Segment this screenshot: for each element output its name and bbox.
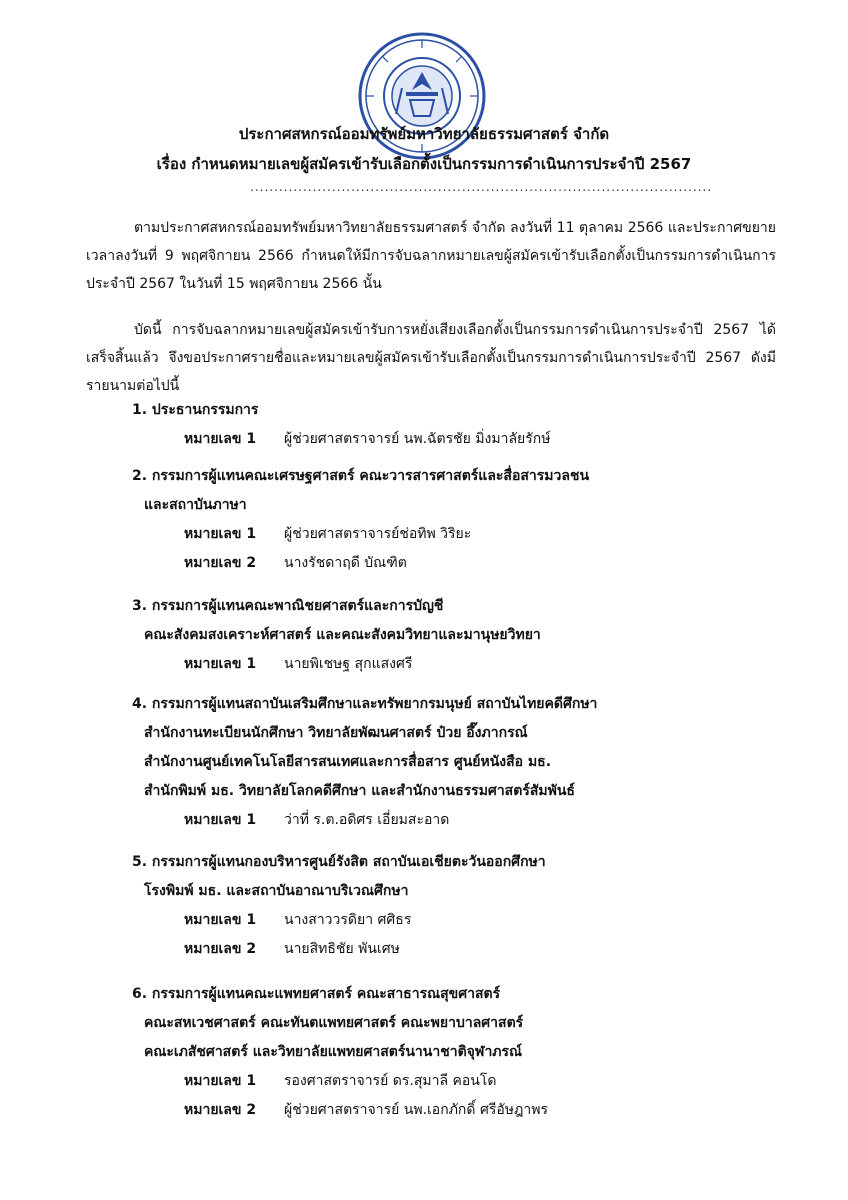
candidate-name: ผู้ช่วยศาสตราจารย์ช่อทิพ วิริยะ — [284, 526, 472, 542]
section-heading — [86, 980, 776, 1067]
section-heading-line: 1. ประธานกรรมการ — [132, 402, 259, 418]
candidate-section-3 — [86, 592, 776, 679]
section-heading-line: 3. กรรมการผู้แทนคณะพาณิชยศาสตร์และการบัญชี — [132, 598, 444, 614]
candidate-number: หมายเลข 2 — [184, 1102, 257, 1118]
candidate-row — [86, 806, 776, 835]
candidate-row — [86, 935, 776, 964]
section-heading-line: 5. กรรมการผู้แทนกองบริหารศูนย์รังสิต สถาบันเอเชียตะวันออกศึกษา — [132, 854, 546, 870]
section-heading — [86, 592, 776, 650]
candidate-section-4 — [86, 690, 776, 835]
candidate-name: ผู้ช่วยศาสตราจารย์ นพ.เอกภักดิ์ ศรีอัษฎาพร — [284, 1102, 548, 1118]
title-divider: ................................................................................................ — [250, 180, 713, 194]
candidate-row — [86, 906, 776, 935]
paragraph-announcement: ตามประกาศสหกรณ์ออมทรัพย์มหาวิทยาลัยธรรมศาสตร์ จำกัด ลงวันที่ 11 ตุลาคม 2566 และประกาศขยายเวลาลงวันที่ 9 พฤศจิกายน 2566 กำหนดให้มีการจับฉลากหมายเลขผู้สมัครเข้ารับเลือกตั้งเป็นกรรมการดำเนินการประจำปี 2567 ในวันที่ 15 พฤศจิกายน 2566 นั้น — [86, 220, 776, 292]
candidate-section-2 — [86, 462, 776, 578]
candidate-number: หมายเลข 1 — [184, 1073, 257, 1089]
candidate-name: ว่าที่ ร.ต.อดิศร เอี่ยมสะอาด — [284, 812, 450, 828]
section-heading-line: 4. กรรมการผู้แทนสถาบันเสริมศึกษาและทรัพยากรมนุษย์ สถาบันไทยคดีศึกษา — [132, 696, 598, 712]
document-title: ประกาศสหกรณ์ออมทรัพย์มหาวิทยาลัยธรรมศาสตร์ จำกัด — [238, 125, 610, 143]
candidate-number: หมายเลข 2 — [184, 941, 257, 957]
section-heading-line: และสถาบันภาษา — [144, 497, 247, 513]
candidate-row — [86, 520, 776, 549]
candidate-name: ผู้ช่วยศาสตราจารย์ นพ.ฉัตรชัย มิ่งมาลัยรักษ์ — [284, 431, 551, 447]
candidate-name: รองศาสตราจารย์ ดร.สุมาลี คอนโด — [284, 1073, 497, 1089]
candidate-number: หมายเลข 1 — [184, 812, 257, 828]
section-heading-line: โรงพิมพ์ มธ. และสถาบันอาณาบริเวณศึกษา — [144, 883, 409, 899]
section-heading-line: สำนักงานทะเบียนนักศึกษา วิทยาลัยพัฒนศาสตร์ ป๋วย อึ๊งภากรณ์ — [144, 725, 528, 741]
candidate-row — [86, 650, 776, 679]
candidate-row — [86, 1067, 776, 1096]
section-heading-line: 2. กรรมการผู้แทนคณะเศรษฐศาสตร์ คณะวารสารศาสตร์และสื่อสารมวลชน — [132, 468, 590, 484]
candidate-number: หมายเลข 1 — [184, 431, 257, 447]
section-heading-line: คณะเภสัชศาสตร์ และวิทยาลัยแพทยศาสตร์นานาชาติจุฬาภรณ์ — [144, 1044, 523, 1060]
candidate-row — [86, 1096, 776, 1125]
paragraph-result: บัดนี้ การจับฉลากหมายเลขผู้สมัครเข้ารับการหยั่งเสียงเลือกตั้งเป็นกรรมการดำเนินการประจำปี 2567 ได้เสร็จสิ้นแล้ว จึงขอประกาศรายชื่อและหมายเลขผู้สมัครเข้ารับเลือกตั้งเป็นกรรมการดำเนินการประจำปี 2567 ดังมีรายนามต่อไปนี้ — [86, 322, 776, 394]
section-heading — [86, 462, 776, 520]
candidate-number: หมายเลข 1 — [184, 526, 257, 542]
section-heading-line: สำนักพิมพ์ มธ. วิทยาลัยโลกคดีศึกษา และสำนักงานธรรมศาสตร์สัมพันธ์ — [144, 783, 575, 799]
candidate-section-5 — [86, 848, 776, 964]
candidate-row — [86, 425, 776, 454]
candidate-row — [86, 549, 776, 578]
candidate-section-6 — [86, 980, 776, 1125]
document-subject: เรื่อง กำหนดหมายเลขผู้สมัครเข้ารับเลือกตั้งเป็นกรรมการดำเนินการประจำปี 2567 — [156, 155, 692, 173]
section-heading-line: 6. กรรมการผู้แทนคณะแพทยศาสตร์ คณะสาธารณสุขศาสตร์ — [132, 986, 501, 1002]
candidate-number: หมายเลข 1 — [184, 912, 257, 928]
section-heading-line: สำนักงานศูนย์เทคโนโลยีสารสนเทศและการสื่อสาร ศูนย์หนังสือ มธ. — [144, 754, 552, 770]
candidate-name: นายสิทธิชัย พันเศษ — [284, 941, 400, 957]
candidate-name: นางสาววรดิยา ศศิธร — [284, 912, 412, 928]
candidate-number: หมายเลข 2 — [184, 555, 257, 571]
section-heading — [86, 396, 776, 425]
candidate-number: หมายเลข 1 — [184, 656, 257, 672]
candidate-name: นางรัชดาฤดี บัณฑิต — [284, 555, 407, 571]
candidate-section-1 — [86, 396, 776, 454]
section-heading-line: คณะสหเวชศาสตร์ คณะทันตแพทยศาสตร์ คณะพยาบาลศาสตร์ — [144, 1015, 524, 1031]
section-heading-line: คณะสังคมสงเคราะห์ศาสตร์ และคณะสังคมวิทยาและมานุษยวิทยา — [144, 627, 541, 643]
section-heading — [86, 848, 776, 906]
candidate-name: นายพิเชษฐ สุกแสงศรี — [284, 656, 413, 672]
section-heading — [86, 690, 776, 806]
